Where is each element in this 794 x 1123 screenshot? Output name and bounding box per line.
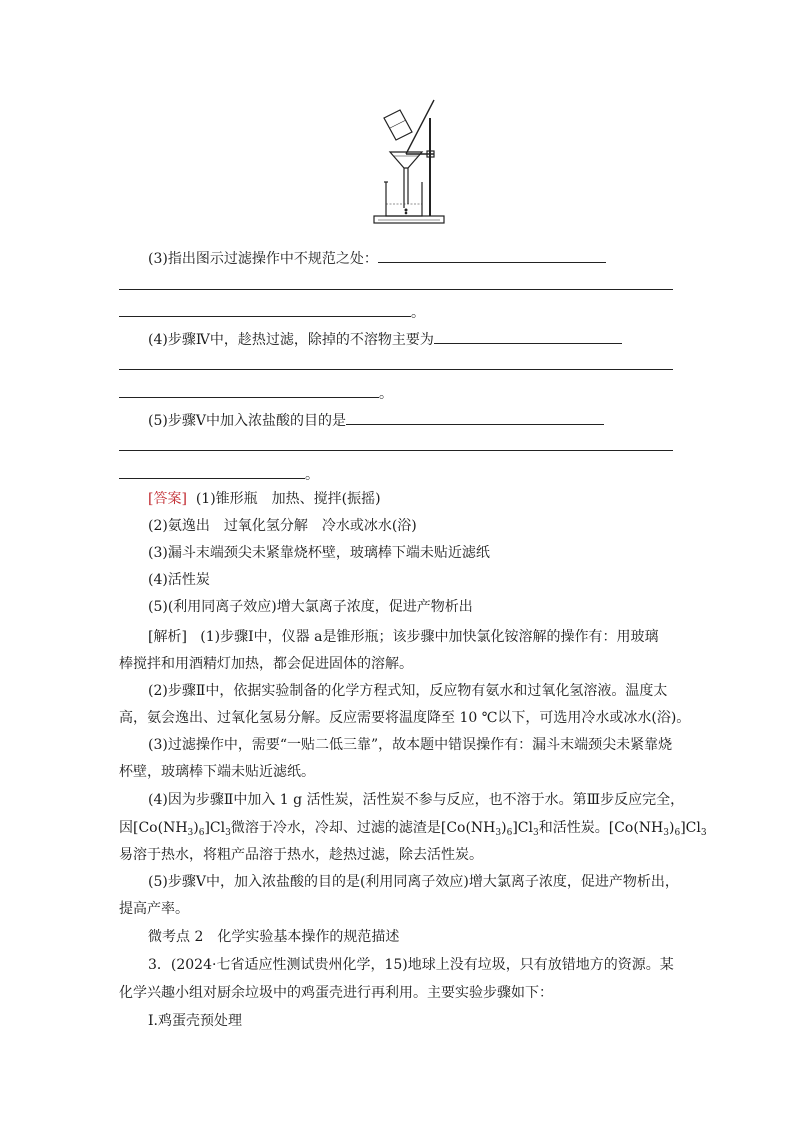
question-3-text: (3)指出图示过滤操作中不规范之处： <box>148 251 378 267</box>
analysis-line: (2)步骤Ⅱ中，依据实验制备的化学方程式知，反应物有氨水和过氧化氢溶液。温度太 <box>148 683 668 699</box>
question-3 <box>148 248 606 269</box>
answer-blank[interactable] <box>346 410 604 425</box>
analysis-line: 提高产率。 <box>119 901 189 917</box>
answer-line-2: (2)氨逸出 过氧化氢分解 冷水或冰水(浴) <box>148 518 417 534</box>
analysis-line: (3)过滤操作中，需要“一贴二低三靠”，故本题中错误操作有：漏斗末端颈尖未紧靠烧 <box>148 737 673 753</box>
answer-blank-rule[interactable] <box>119 450 673 451</box>
question-4 <box>148 329 622 350</box>
analysis-line: 杯壁，玻璃棒下端未贴近滤纸。 <box>119 764 315 780</box>
answer-line-4: (4)活性炭 <box>148 572 210 588</box>
answer-tag: [答案] <box>148 491 187 507</box>
analysis-tag: [解析] <box>148 629 187 645</box>
analysis-line-formula: 因$[Co(NH_3)_6]Cl_3$微溶于冷水，冷却、过滤的滤渣是$[Co(NH_3)_6]Cl_3$和活性炭。$[Co(NH_3)_6]Cl_3$ <box>119 820 707 838</box>
answer-blank-rule[interactable] <box>119 289 673 290</box>
question-3-stem: 3．(2024·七省适应性测试贵州化学，15)地球上没有垃圾，只有放错地方的资源。某 <box>148 957 674 973</box>
stand-base <box>374 216 444 223</box>
question-5-end: 。 <box>119 464 319 485</box>
answer-line-1: [答案] (1)锥形瓶 加热、搅拌(振摇) <box>148 491 381 507</box>
answer-blank[interactable] <box>378 248 606 263</box>
answer-blank[interactable] <box>119 383 379 398</box>
question-5 <box>148 410 604 431</box>
answer-blank[interactable] <box>119 302 411 317</box>
question-4-text: (4)步骤Ⅳ中，趁热过滤，除掉的不溶物主要为 <box>148 332 434 348</box>
answer-line-5: (5)(利用同离子效应)增大氯离子浓度，促进产物析出 <box>148 599 473 615</box>
analysis-line: 易溶于热水，将粗产品溶于热水，趁热过滤，除去活性炭。 <box>119 847 483 863</box>
question-3-stem-cont: 化学兴趣小组对厨余垃圾中的鸡蛋壳进行再利用。主要实验步骤如下： <box>119 985 553 1001</box>
analysis-line: (5)步骤Ⅴ中，加入浓盐酸的目的是(利用同离子效应)增大氯离子浓度，促进产物析出， <box>148 874 679 890</box>
analysis-line-1: [解析] (1)步骤Ⅰ中，仪器 a是锥形瓶；该步骤中加快氯化铵溶解的操作有：用玻璃 <box>148 629 659 645</box>
analysis-line: 高，氨会逸出、过氧化氢易分解。反应需要将温度降至 10 ℃以下，可选用冷水或冰水(浴)。 <box>119 710 691 726</box>
answer-blank[interactable] <box>434 329 622 344</box>
analysis-line: (4)因为步骤Ⅱ中加入 1 g 活性炭，活性炭不参与反应，也不溶于水。第Ⅲ步反应完全， <box>148 792 685 808</box>
answer-blank[interactable] <box>119 464 305 479</box>
answer-line-3: (3)漏斗末端颈尖未紧靠烧杯壁，玻璃棒下端未贴近滤纸 <box>148 545 490 561</box>
filtration-apparatus-figure <box>372 96 446 228</box>
answer-blank-rule[interactable] <box>119 369 673 370</box>
step-1-heading: Ⅰ.鸡蛋壳预处理 <box>148 1013 242 1029</box>
analysis-line: 棒搅拌和用酒精灯加热，都会促进固体的溶解。 <box>119 656 413 672</box>
question-3-end: 。 <box>119 302 425 323</box>
pouring-beaker <box>384 110 412 140</box>
question-5-text: (5)步骤Ⅴ中加入浓盐酸的目的是 <box>148 413 346 429</box>
question-4-end: 。 <box>119 383 393 404</box>
section-title: 微考点 2 化学实验基本操作的规范描述 <box>148 929 400 945</box>
